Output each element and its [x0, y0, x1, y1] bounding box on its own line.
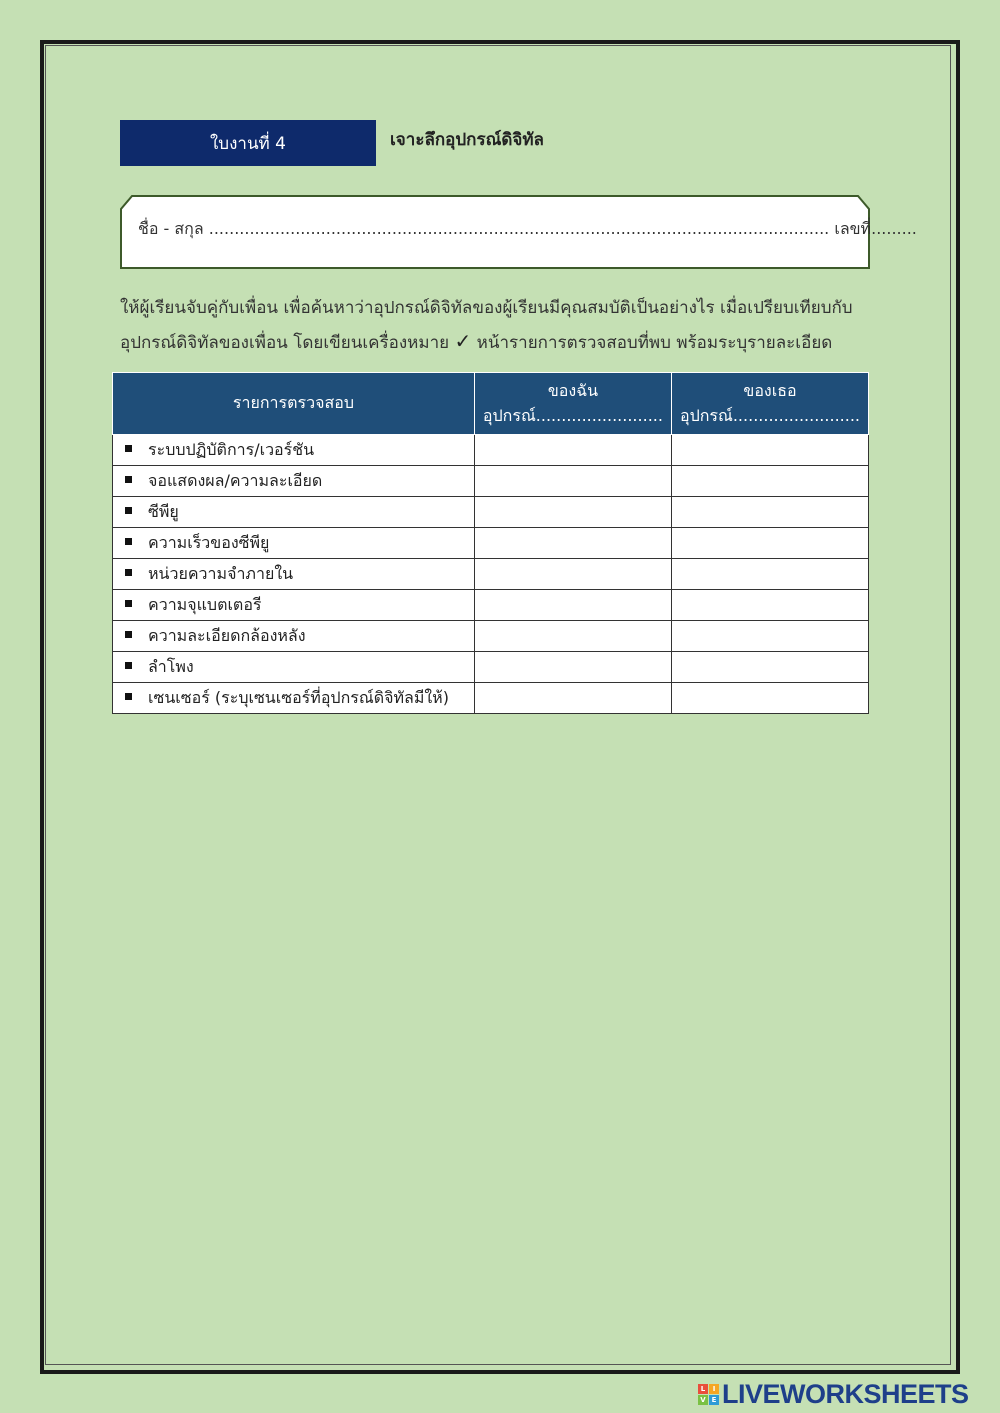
cell-theirs[interactable]	[671, 559, 868, 590]
cell-theirs[interactable]	[671, 528, 868, 559]
row-item	[113, 590, 475, 621]
row-item-label: ซีพียู	[148, 501, 179, 521]
row-item-label: จอแสดงผล/ความละเอียด	[148, 470, 323, 490]
row-item	[113, 497, 475, 528]
table-row	[113, 621, 869, 652]
name-box	[120, 195, 917, 269]
table-row	[113, 559, 869, 590]
table-row	[113, 528, 869, 559]
table-row	[113, 435, 869, 466]
bullet-icon	[125, 445, 132, 452]
cell-mine[interactable]	[474, 683, 671, 714]
table-row	[113, 497, 869, 528]
cell-mine[interactable]	[474, 652, 671, 683]
liveworksheets-logo-icon	[698, 1384, 719, 1405]
row-item-label: ความจุแบตเตอรี	[148, 594, 262, 614]
row-item-label: หน่วยความจำภายใน	[148, 563, 294, 583]
worksheet-label	[120, 120, 376, 166]
cell-mine[interactable]	[474, 559, 671, 590]
worksheet-title: เจาะลึกอุปกรณ์ดิจิทัล	[390, 130, 544, 150]
bullet-icon	[125, 476, 132, 483]
row-item	[113, 652, 475, 683]
bullet-icon	[125, 662, 132, 669]
row-item	[113, 683, 475, 714]
logo-letter: V	[698, 1395, 708, 1405]
header-mine-label: ของฉัน	[547, 380, 599, 400]
logo-letter: I	[709, 1384, 719, 1394]
cell-mine[interactable]	[474, 435, 671, 466]
header-theirs-device[interactable]: อุปกรณ์.........................	[679, 405, 860, 425]
header-item	[113, 373, 475, 435]
row-item-label: ระบบปฏิบัติการ/เวอร์ชัน	[148, 439, 315, 459]
row-item-label: ลำโพง	[148, 656, 194, 676]
name-field[interactable]: ชื่อ - สกุล ..........................................................................................................................	[138, 219, 830, 238]
logo-letter: L	[698, 1384, 708, 1394]
check-mark-icon: ✓	[454, 329, 472, 353]
cell-mine[interactable]	[474, 528, 671, 559]
header-theirs-label: ของเธอ	[743, 380, 797, 400]
row-item-label: ความละเอียดกล้องหลัง	[148, 625, 306, 645]
row-item	[113, 621, 475, 652]
row-item-label: เซนเซอร์ (ระบุเซนเซอร์ที่อุปกรณ์ดิจิทัลมีให้)	[148, 687, 449, 707]
bullet-icon	[125, 507, 132, 514]
cell-theirs[interactable]	[671, 435, 868, 466]
table-row	[113, 683, 869, 714]
cell-theirs[interactable]	[671, 652, 868, 683]
bullet-icon	[125, 693, 132, 700]
row-item	[113, 435, 475, 466]
table-header-row	[113, 373, 869, 435]
cell-theirs[interactable]	[671, 683, 868, 714]
bullet-icon	[125, 600, 132, 607]
row-item	[113, 528, 475, 559]
header-theirs	[671, 373, 868, 435]
liveworksheets-brand[interactable]	[698, 1378, 969, 1410]
cell-mine[interactable]	[474, 590, 671, 621]
cell-mine[interactable]	[474, 497, 671, 528]
logo-letter: E	[709, 1395, 719, 1405]
table-row	[113, 652, 869, 683]
table-row	[113, 590, 869, 621]
name-line	[138, 217, 917, 242]
header-mine	[474, 373, 671, 435]
instructions-part2: หน้ารายการตรวจสอบที่พบ พร้อมระบุรายละเอียด	[476, 333, 833, 353]
bullet-icon	[125, 569, 132, 576]
row-item	[113, 559, 475, 590]
bullet-icon	[125, 538, 132, 545]
cell-theirs[interactable]	[671, 497, 868, 528]
instructions-part1: ให้ผู้เรียนจับคู่กับเพื่อน เพื่อค้นหาว่าอุปกรณ์ดิจิทัลของผู้เรียนมีคุณสมบัติเป็นอย่างไร เมื่อเปรียบเทียบกับอุปกรณ์ดิจิทัลของเพื่อน โดยเขียนเครื่องหมาย	[120, 298, 853, 353]
checklist-table	[112, 372, 869, 714]
header-item-label: รายการตรวจสอบ	[232, 393, 354, 412]
row-item-label: ความเร็วของซีพียู	[148, 532, 270, 552]
cell-mine[interactable]	[474, 621, 671, 652]
row-item	[113, 466, 475, 497]
worksheet-label-text: ใบงานที่ 4	[210, 133, 286, 154]
number-field[interactable]: เลขที่.........	[834, 219, 917, 238]
cell-theirs[interactable]	[671, 590, 868, 621]
bullet-icon	[125, 631, 132, 638]
cell-mine[interactable]	[474, 466, 671, 497]
header-mine-device[interactable]: อุปกรณ์.........................	[482, 405, 663, 425]
cell-theirs[interactable]	[671, 621, 868, 652]
instructions	[120, 292, 890, 360]
brand-name: LIVEWORKSHEETS	[722, 1378, 969, 1409]
cell-theirs[interactable]	[671, 466, 868, 497]
table-row	[113, 466, 869, 497]
